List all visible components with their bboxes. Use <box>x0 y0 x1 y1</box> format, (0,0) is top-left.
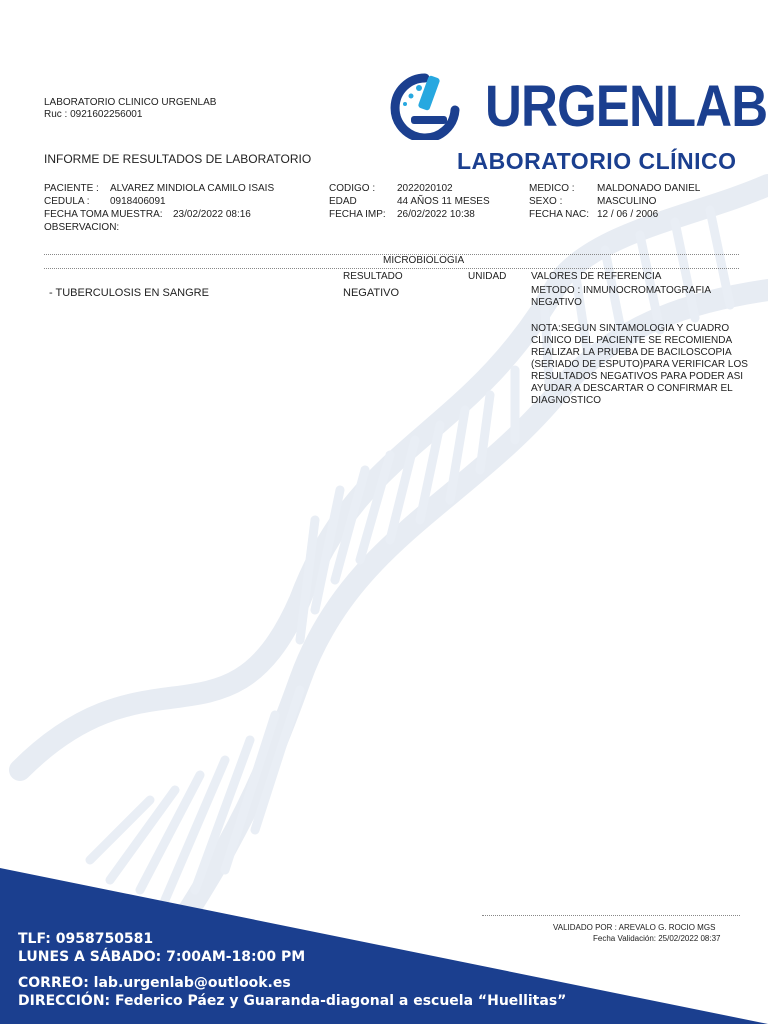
fecha-muestra-label: FECHA TOMA MUESTRA: <box>44 209 163 220</box>
brand-subtitle: LABORATORIO CLÍNICO <box>457 148 737 174</box>
sexo-label: SEXO : <box>529 196 563 207</box>
brand-name: URGENLAB <box>485 74 768 139</box>
fecha-imp-label: FECHA IMP: <box>329 209 386 220</box>
cedula-label: CEDULA : <box>44 196 90 207</box>
column-unidad: UNIDAD <box>468 271 507 282</box>
medico-label: MEDICO : <box>529 183 575 194</box>
codigo-value: 2022020102 <box>397 183 453 194</box>
fecha-nac-label: FECHA NAC: <box>529 209 590 220</box>
footer-address: DIRECCIÓN: Federico Páez y Guaranda-diagonal a escuela “Huellitas” <box>18 993 567 1009</box>
medico-value: MALDONADO DANIEL <box>597 183 701 194</box>
test-result: NEGATIVO <box>343 287 400 299</box>
codigo-label: CODIGO : <box>329 183 376 194</box>
signature-line <box>482 915 740 916</box>
section-title: MICROBIOLOGIA <box>383 255 465 266</box>
report-title: INFORME DE RESULTADOS DE LABORATORIO <box>44 152 312 166</box>
test-name: - TUBERCULOSIS EN SANGRE <box>49 287 209 299</box>
paciente-label: PACIENTE : <box>44 183 99 194</box>
observacion-label: OBSERVACION: <box>44 222 120 233</box>
test-metodo: METODO : INMUNOCROMATOGRAFIA <box>531 285 712 296</box>
edad-value: 44 AÑOS 11 MESES <box>397 196 490 207</box>
edad-label: EDAD <box>329 196 357 207</box>
column-referencia: VALORES DE REFERENCIA <box>531 271 662 282</box>
sexo-value: MASCULINO <box>597 196 657 207</box>
fecha-nac-value: 12 / 06 / 2006 <box>597 209 659 220</box>
lab-ruc: Ruc : 0921602256001 <box>44 109 143 120</box>
column-resultado: RESULTADO <box>343 271 403 282</box>
test-reference: NEGATIVO <box>531 297 582 308</box>
footer-phone: TLF: 0958750581 <box>18 931 154 947</box>
footer-hours: LUNES A SÁBADO: 7:00AM-18:00 PM <box>18 949 306 965</box>
lab-name: LABORATORIO CLINICO URGENLAB <box>44 97 217 108</box>
test-note: NOTA:SEGUN SINTAMOLOGIA Y CUADRO CLINICO DEL PACIENTE SE RECOMIENDA REALIZAR LA PRUEBA DE BACILOSCOPIA (SERIADO DE ESPUTO)PARA VERIFICAR LOS RESULTADOS NEGATIVOS PARA PODER ASI AYUDAR A DESCARTAR O CONFIRMAR EL DIAGNOSTICO <box>531 323 748 406</box>
fecha-muestra-value: 23/02/2022 08:16 <box>173 209 251 220</box>
footer-email: CORREO: lab.urgenlab@outlook.es <box>18 975 291 991</box>
cedula-value: 0918406091 <box>110 196 166 207</box>
validation-date: Fecha Validación: 25/02/2022 08:37 <box>593 934 721 943</box>
fecha-imp-value: 26/02/2022 10:38 <box>397 209 475 220</box>
validated-by: VALIDADO POR : AREVALO G. ROCIO MGS <box>553 923 716 932</box>
paciente-value: ALVAREZ MINDIOLA CAMILO ISAIS <box>110 183 275 194</box>
